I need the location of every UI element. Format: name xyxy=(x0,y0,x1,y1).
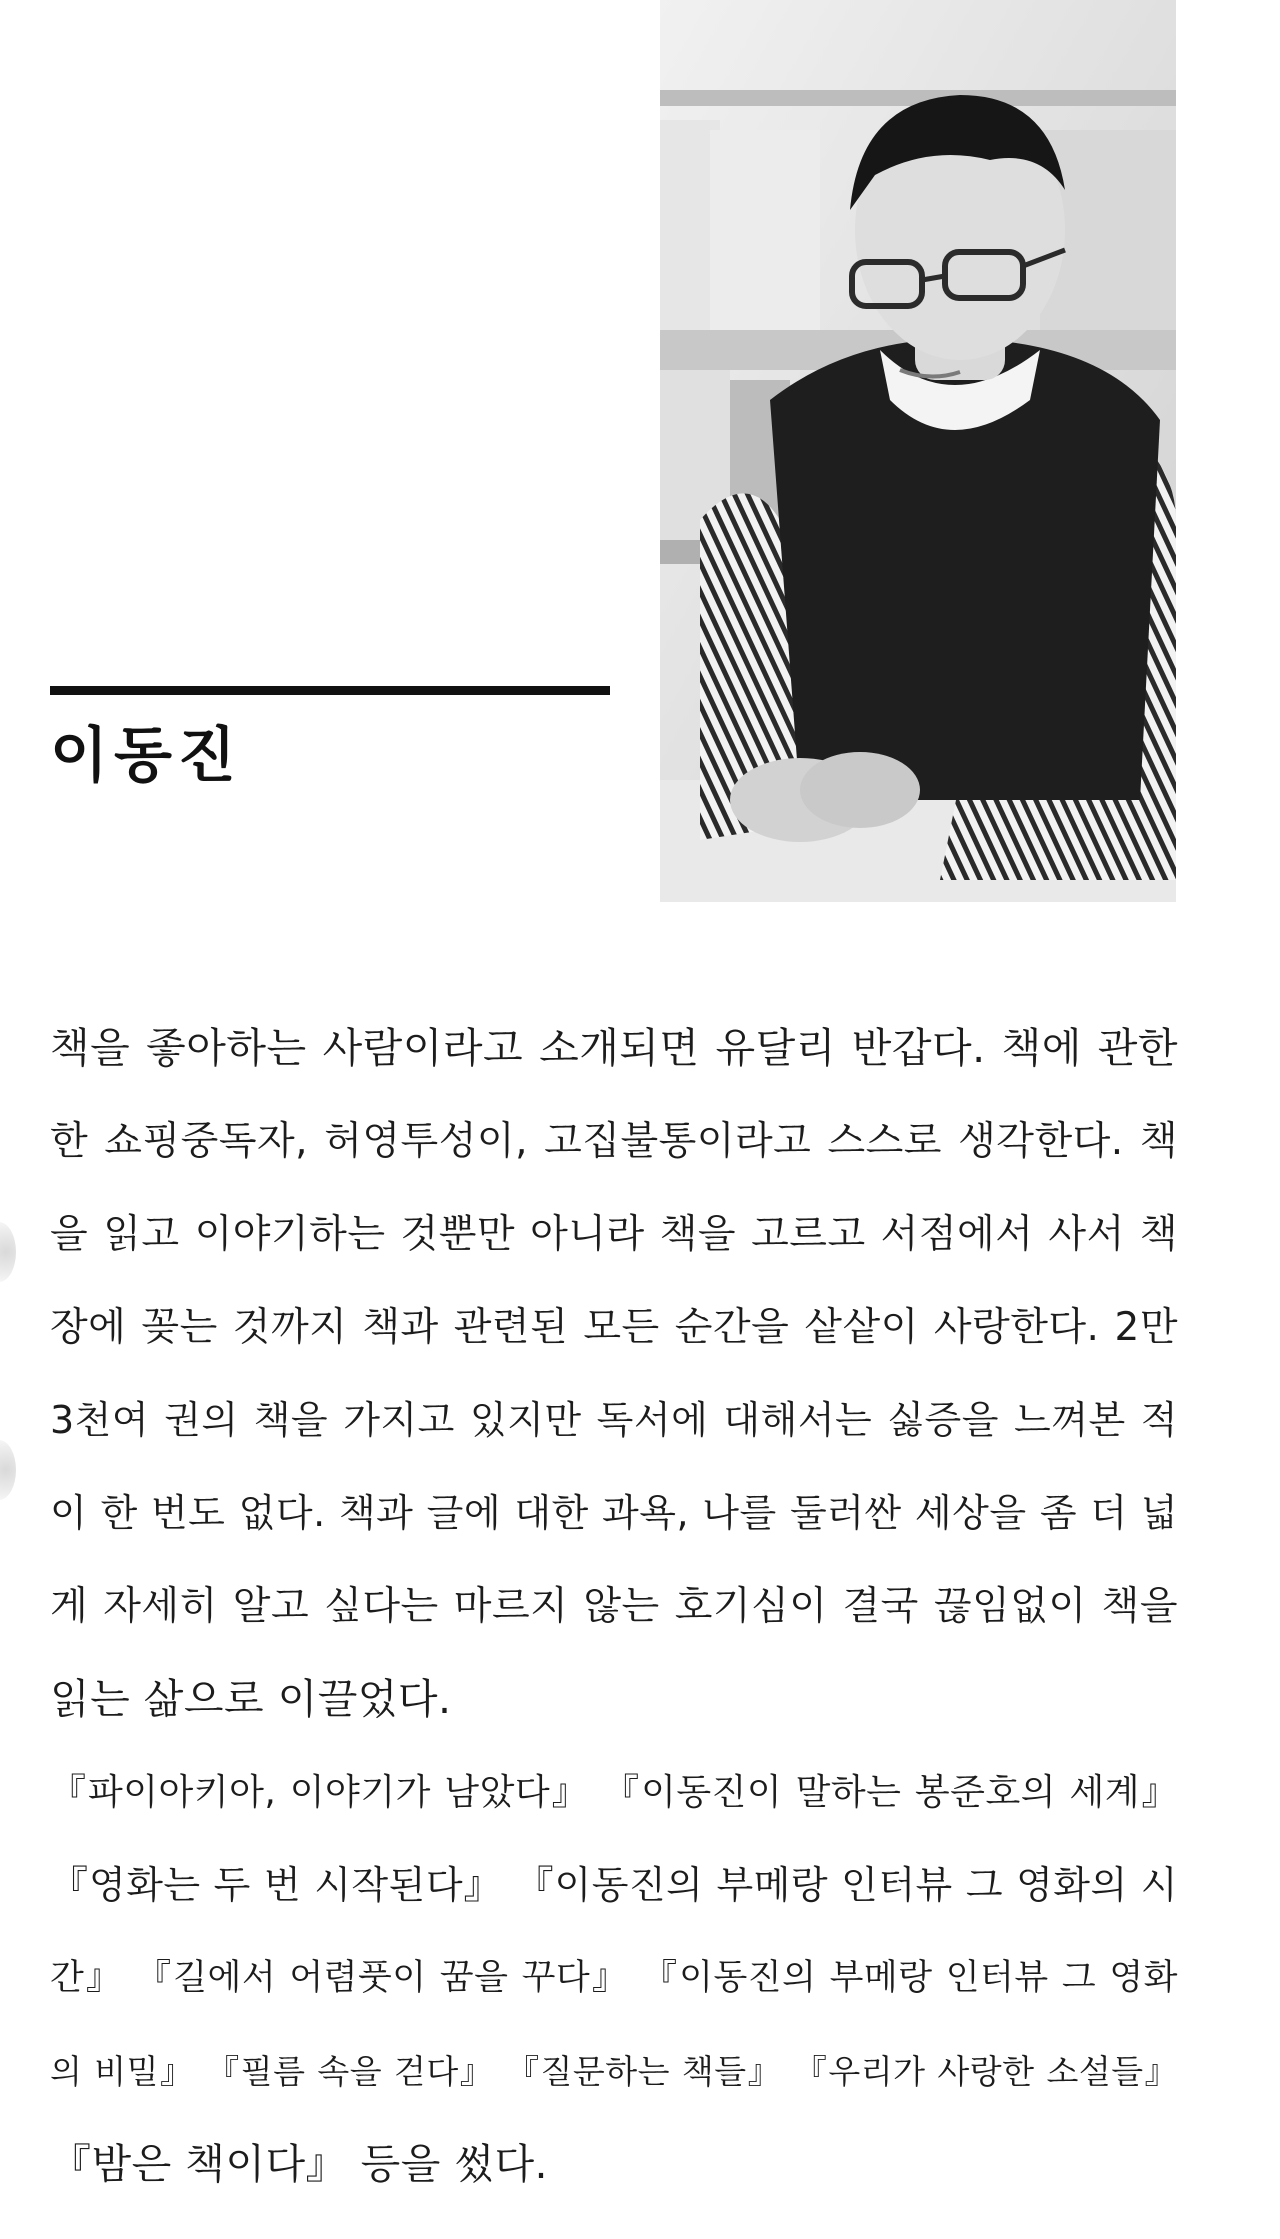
bio-line: 읽는 삶으로 이끌었다. xyxy=(50,1675,452,1723)
bio-line: 간』 『길에서 어렴풋이 꿈을 꾸다』 『이동진의 부메랑 인터뷰 그 영화 xyxy=(50,1958,1178,1998)
bio-line: 『영화는 두 번 시작된다』 『이동진의 부메랑 인터뷰 그 영화의 시 xyxy=(50,1863,1178,1907)
page-edge-shadow xyxy=(0,1440,16,1500)
author-portrait-photo xyxy=(660,0,1176,902)
bio-line: 한 쇼핑중독자, 허영투성이, 고집불통이라고 스스로 생각한다. 책 xyxy=(50,1119,1178,1164)
bio-line: 책을 좋아하는 사람이라고 소개되면 유달리 반갑다. 책에 관한 xyxy=(50,1024,1178,1072)
bio-line: 의 비밀』 『필름 속을 걷다』 『질문하는 책들』 『우리가 사랑한 소설들』 xyxy=(50,2052,1178,2091)
name-divider-rule xyxy=(50,686,610,695)
author-name: 이동진 xyxy=(50,721,242,791)
bio-line: 이 한 번도 없다. 책과 글에 대한 과욕, 나를 둘러싼 세상을 좀 더 넓 xyxy=(50,1491,1178,1535)
bio-paragraph-2 xyxy=(50,1746,1178,2211)
page-edge-shadow xyxy=(0,1222,16,1282)
bio-paragraph-1 xyxy=(50,1002,1178,1746)
bio-line: 게 자세히 알고 싶다는 마르지 않는 호기심이 결국 끊임없이 책을 xyxy=(50,1584,1178,1629)
bio-line: 『파이아키아, 이야기가 남았다』 『이동진이 말하는 봉준호의 세계』 xyxy=(50,1772,1178,1813)
author-portrait-illustration xyxy=(660,0,1176,902)
bio-line: 3천여 권의 책을 가지고 있지만 독서에 대해서는 싫증을 느껴본 적 xyxy=(50,1398,1178,1442)
author-biography xyxy=(50,1002,1178,2211)
bio-line: 을 읽고 이야기하는 것뿐만 아니라 책을 고르고 서점에서 사서 책 xyxy=(50,1212,1178,1257)
bio-line: 장에 꽂는 것까지 책과 관련된 모든 순간을 샅샅이 사랑한다. 2만 xyxy=(50,1305,1178,1350)
bio-line: 『밤은 책이다』 등을 썼다. xyxy=(50,2140,549,2188)
